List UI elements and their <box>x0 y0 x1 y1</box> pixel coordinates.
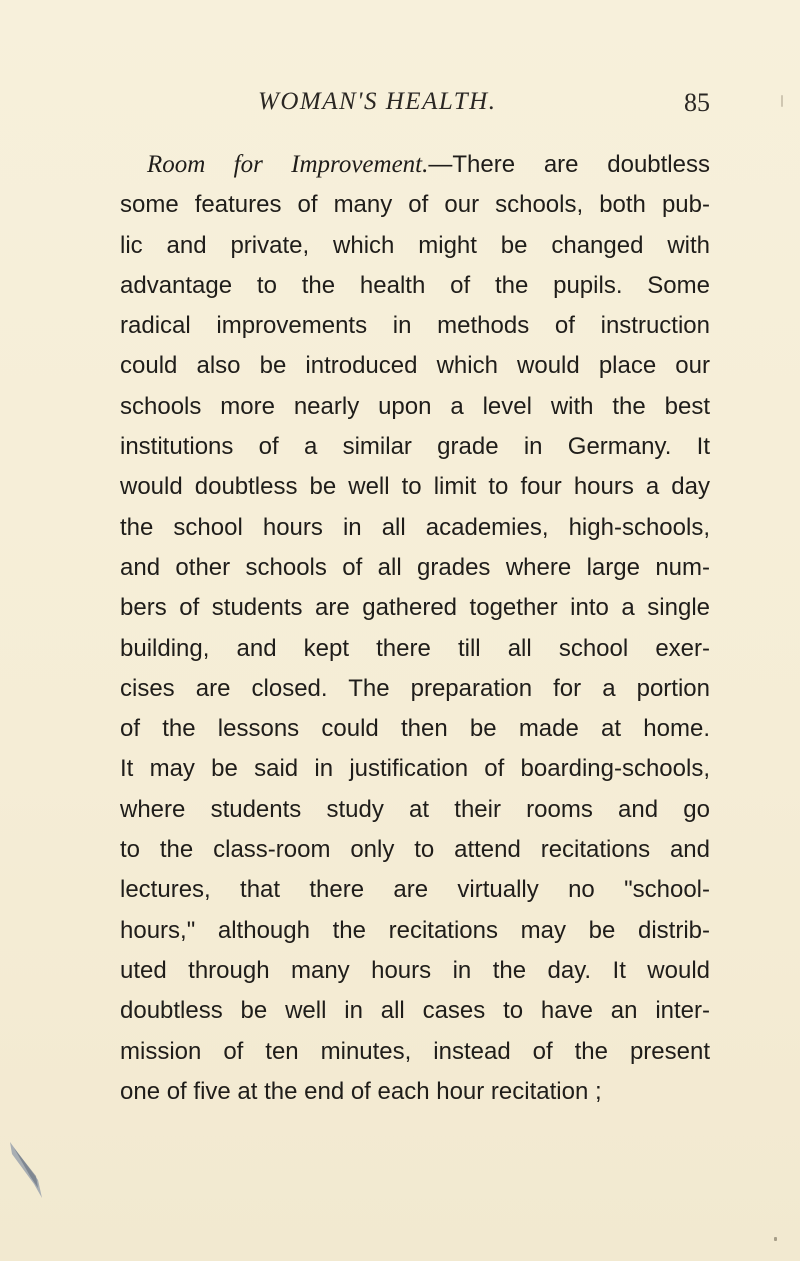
corner-scan-mark <box>8 1140 48 1200</box>
text-line: uted through many hours in the day. It would <box>120 956 710 984</box>
text-line <box>120 145 710 185</box>
text-line: and other schools of all grades where large num- <box>120 553 710 581</box>
text-line: institutions of a similar grade in Germany. It <box>120 433 710 461</box>
margin-speck <box>774 1237 777 1241</box>
text-line: to the class-room only to attend recitations and <box>120 836 710 864</box>
text-line: where students study at their rooms and go <box>120 795 710 823</box>
text-line: It may be said in justification of boarding-schools, <box>120 755 710 783</box>
page-number: 85 <box>684 88 710 117</box>
running-title: WOMAN'S HEALTH. <box>258 88 497 115</box>
text-line: would doubtless be well to limit to four hours a day <box>120 473 710 501</box>
running-head <box>120 88 710 128</box>
text-line-fragment: —There are doubtless <box>428 151 710 178</box>
text-line: bers of students are gathered together into a single <box>120 594 710 622</box>
text-line: lectures, that there are virtually no "school- <box>120 876 710 904</box>
text-line: building, and kept there till all school exer- <box>120 634 710 662</box>
text-line: radical improvements in methods of instruction <box>120 312 710 340</box>
section-heading: Room for Improvement. <box>147 151 429 178</box>
body-text <box>120 145 710 1112</box>
text-line: hours," although the recitations may be distrib- <box>120 916 710 944</box>
text-line: of the lessons could then be made at home. <box>120 715 710 743</box>
margin-speck <box>781 95 783 107</box>
text-line: doubtless be well in all cases to have an inter- <box>120 997 710 1025</box>
text-line: the school hours in all academies, high-schools, <box>120 513 710 541</box>
text-line: advantage to the health of the pupils. Some <box>120 271 710 299</box>
text-line: one of five at the end of each hour recitation ; <box>120 1077 602 1105</box>
text-line: mission of ten minutes, instead of the present <box>120 1037 710 1065</box>
text-line: could also be introduced which would place our <box>120 352 710 380</box>
text-line: lic and private, which might be changed with <box>120 231 710 259</box>
text-line: cises are closed. The preparation for a portion <box>120 674 710 702</box>
text-line: schools more nearly upon a level with the best <box>120 392 710 420</box>
text-line: some features of many of our schools, both pub- <box>120 191 710 219</box>
